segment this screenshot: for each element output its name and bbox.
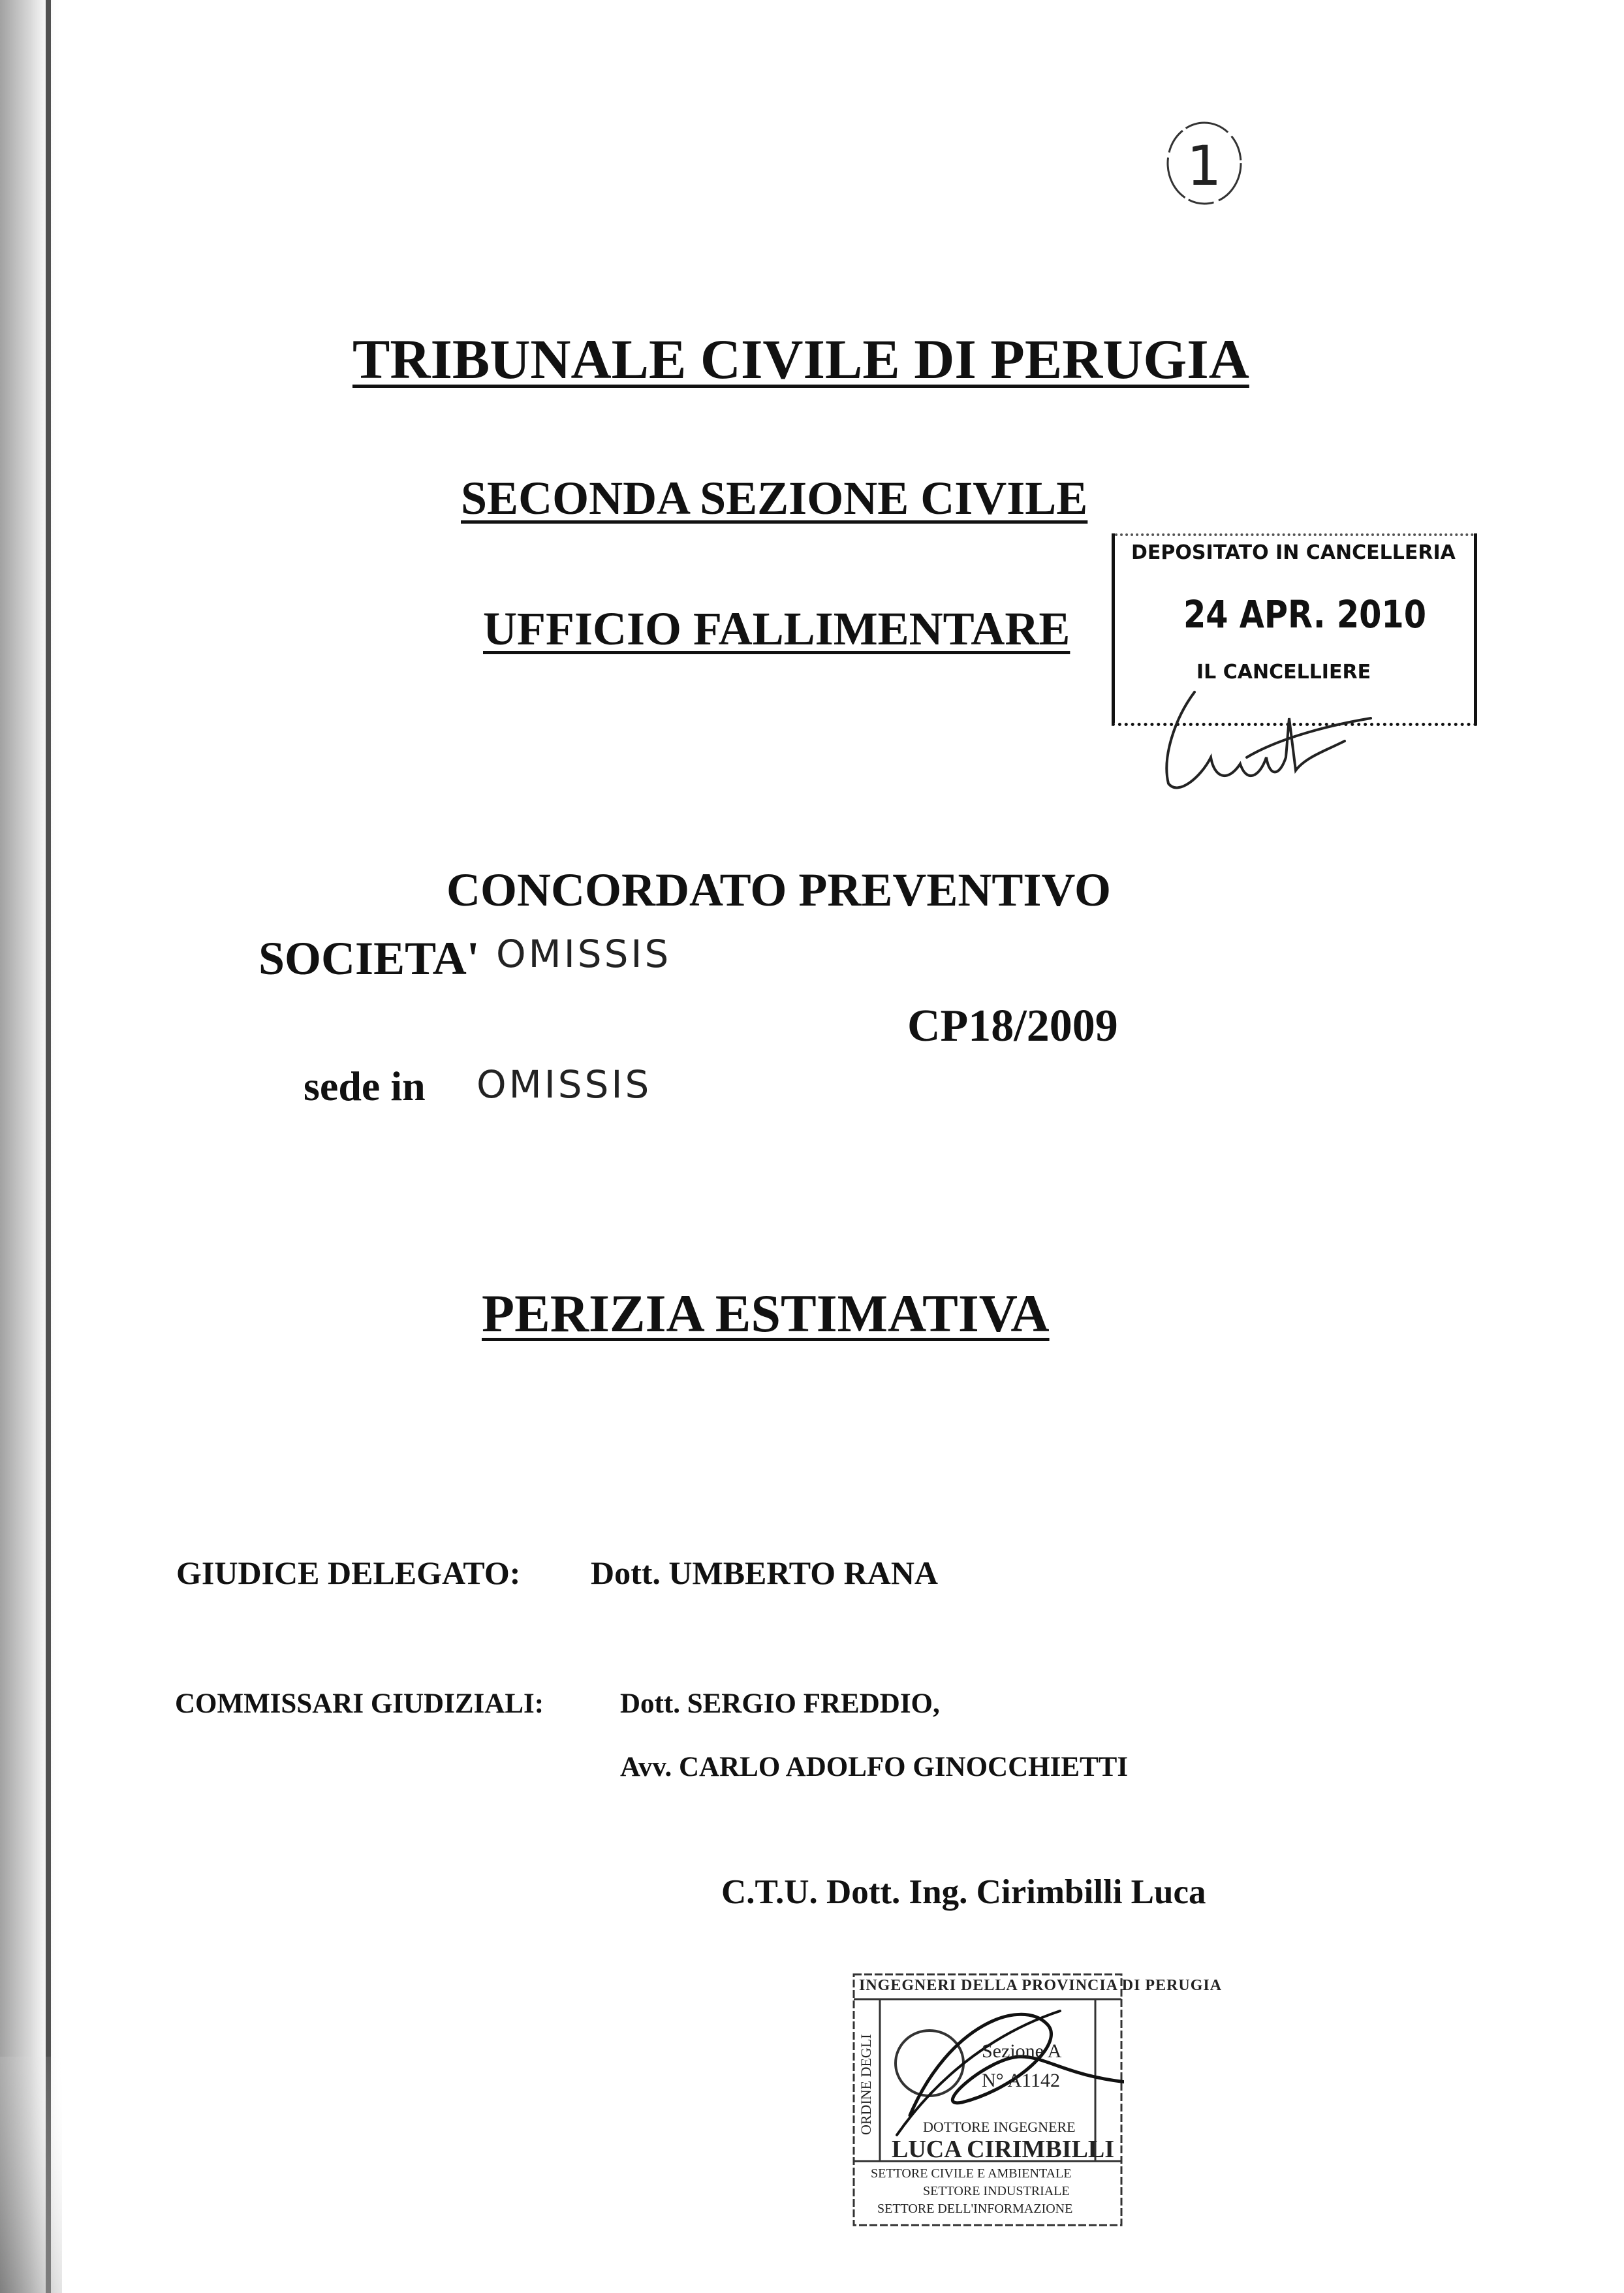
case-number: CP18/2009	[907, 1001, 1118, 1051]
court-title: TRIBUNALE CIVILE DI PERUGIA	[352, 328, 1249, 390]
order-stamp-sector2: SETTORE INDUSTRIALE	[923, 2184, 1070, 2198]
company-label: SOCIETA'	[258, 932, 480, 985]
order-stamp-sector1: SETTORE CIVILE E AMBIENTALE	[871, 2166, 1072, 2181]
order-stamp	[851, 1972, 1223, 2228]
order-stamp-top: INGEGNERI DELLA PROVINCIA DI PERUGIA	[859, 1977, 1223, 1994]
order-stamp-name: LUCA CIRIMBILLI	[892, 2136, 1115, 2163]
judge-label: GIUDICE DELEGATO:	[176, 1555, 521, 1591]
order-stamp-left: ORDINE DEGLI	[858, 2034, 874, 2135]
order-stamp-role: DOTTORE INGEGNERE	[923, 2119, 1076, 2135]
commissioner-1: Dott. SERGIO FREDDIO,	[620, 1688, 940, 1719]
commissioners-label: COMMISSARI GIUDIZIALI:	[175, 1688, 544, 1719]
section-title: SECONDA SEZIONE CIVILE	[461, 472, 1088, 524]
procedure-title: CONCORDATO PREVENTIVO	[446, 864, 1111, 916]
expert-name: C.T.U. Dott. Ing. Cirimbilli Luca	[721, 1873, 1206, 1911]
page-number: 1	[1187, 134, 1222, 198]
deposit-stamp-line1: DEPOSITATO IN CANCELLERIA	[1131, 541, 1456, 564]
seat-value: OMISSIS	[476, 1062, 652, 1107]
commissioner-2: Avv. CARLO ADOLFO GINOCCHIETTI	[620, 1752, 1129, 1782]
order-stamp-number: N° A1142	[982, 2070, 1061, 2091]
company-value: OMISSIS	[496, 932, 672, 976]
seat-label: sede in	[304, 1063, 426, 1109]
deposit-stamp-line3: IL CANCELLIERE	[1196, 661, 1371, 684]
scan-edge-shadow	[0, 0, 62, 2293]
office-title: UFFICIO FALLIMENTARE	[483, 603, 1070, 655]
deposit-stamp-date: 24 APR. 2010	[1183, 592, 1427, 637]
clerk-signature-icon	[1149, 679, 1397, 803]
document-title: PERIZIA ESTIMATIVA	[482, 1284, 1050, 1343]
order-stamp-sector3: SETTORE DELL'INFORMAZIONE	[877, 2202, 1073, 2216]
judge-name: Dott. UMBERTO RANA	[591, 1555, 939, 1591]
order-stamp-sezione: Sezione A	[982, 2040, 1062, 2062]
